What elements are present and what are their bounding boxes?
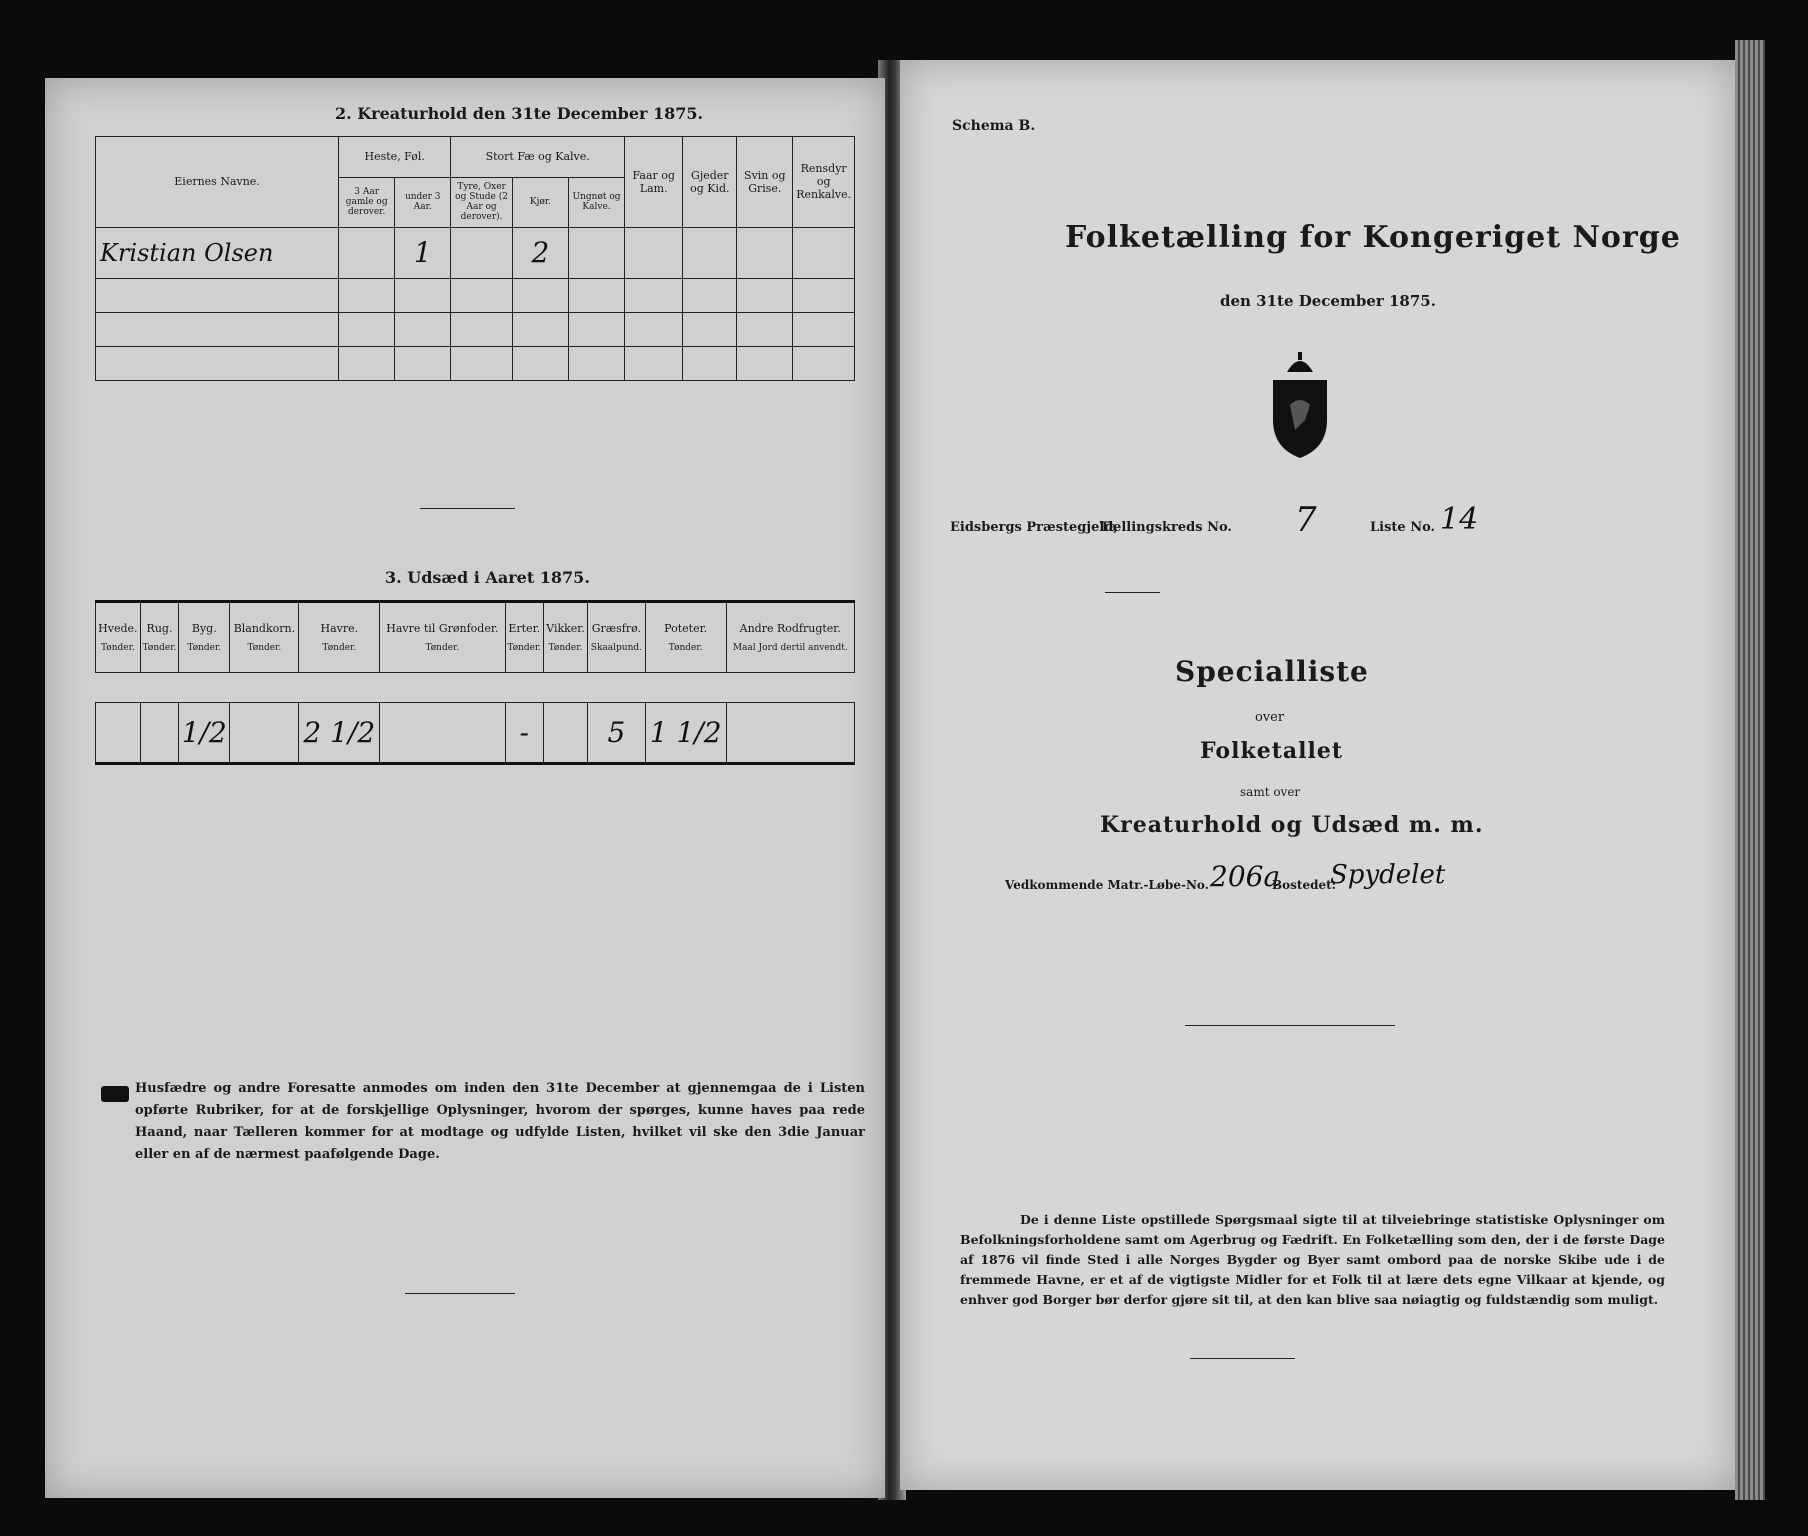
seed-value-cell (140, 703, 179, 764)
horses-old-header: 3 Aar gamle og derover. (339, 177, 395, 227)
seed-header-unit: Tønder. (322, 642, 357, 653)
matr-label: Vedkommende Matr.-Løbe-No. (1005, 878, 1209, 892)
cows-header: Kjør. (512, 177, 568, 227)
info-paragraph: De i denne Liste opstillede Spørgsmaal sigte til at tilveiebringe statistiske Oplysninger om Befolkningsforholdene samt om Agerbrug og Fædrift. En Folketælling som den, der i de første Dage af 1876 vil finde Sted i alle Norges Bygder og Byer samt ombord paa de norske Skibe ude i de fremmede Havne, er et af de vigtigste Midler for et Folk til at lære dets egne Vilkaar at kjende, og enhver god Borger bør derfor gjøre sit til, at den kan blive saa nøiagtig og fuldstændig som muligt. (960, 1212, 1665, 1307)
seed-header-name: Vikker. (546, 621, 585, 635)
divider (1190, 1358, 1295, 1359)
seed-header-cell (96, 602, 141, 673)
horses-header: Heste, Føl. (339, 137, 451, 178)
seed-header-name: Erter. (508, 621, 541, 635)
seed-header-cell (299, 602, 380, 673)
samt-over-text: samt over (1240, 785, 1301, 799)
seed-value-cell (380, 703, 505, 764)
seed-value-cell: 1 1/2 (645, 703, 726, 764)
section2-title: 2. Kreaturhold den 31te December 1875. (335, 104, 704, 123)
table-row (96, 227, 855, 278)
divider (420, 508, 515, 509)
pointing-hand-icon (101, 1086, 129, 1102)
seed-header-cell (230, 602, 299, 673)
list-number: 14 (1440, 502, 1479, 537)
owner-header: Eiernes Navne. (96, 137, 339, 228)
seed-header-name: Havre til Grønfoder. (386, 621, 499, 635)
horses-young-cell: 1 (395, 227, 451, 278)
table-row (96, 346, 855, 380)
seed-header-name: Andre Rodfrugter. (739, 621, 841, 635)
reindeer-header: Rensdyr og Renkalve. (793, 137, 855, 228)
table-row (96, 312, 855, 346)
parish-label: Eidsbergs Præstegjeld, (950, 520, 1118, 535)
seed-header-unit: Tønder. (187, 642, 222, 653)
seed-value-cell: 5 (587, 703, 645, 764)
coat-of-arms-icon (1265, 350, 1335, 460)
notice-text: Husfædre og andre Foresatte anmodes om inden den 31te December at gjennemgaa de i Listen opførte Rubriker, for at de forskjellige Oplysninger, hvorom der spørges, kunne haves paa rede Haand, naar Tælleren kommer for at modtage og udfylde Listen, hvilket vil ske den 3die Januar eller en af de nærmest paafølgende Dage. (135, 1081, 865, 1162)
bosted-label: Bostedet: (1272, 878, 1337, 892)
seed-header-cell (140, 602, 179, 673)
goats-header: Gjeder og Kid. (683, 137, 737, 228)
seed-header-unit: Skaalpund. (590, 642, 643, 653)
divider (1185, 1025, 1395, 1026)
over-text: over (1255, 710, 1285, 725)
schema-label: Schema B. (952, 118, 1036, 134)
bosted-value: Spydelet (1330, 860, 1446, 890)
matr-number: 206a (1210, 860, 1281, 893)
divider (1105, 592, 1160, 593)
seed-value-cell (96, 703, 141, 764)
cows-cell: 2 (512, 227, 568, 278)
census-title: Folketælling for Kongeriget Norge (1065, 220, 1681, 255)
seed-header-name: Græsfrø. (591, 621, 642, 635)
divider (405, 1293, 515, 1294)
pigs-header: Svin og Grise. (737, 137, 793, 228)
seed-header-unit: Tønder. (548, 642, 583, 653)
district-label: Tællingskreds No. (1100, 520, 1232, 535)
bulls-header: Tyre, Oxer og Stude (2 Aar og derover). (451, 177, 513, 227)
seed-header-cell (179, 602, 230, 673)
horses-young-header: under 3 Aar. (395, 177, 451, 227)
cattle-header: Stort Fæ og Kalve. (451, 137, 625, 178)
page-edges (1735, 40, 1765, 1500)
seed-header-name: Blandkorn. (233, 621, 296, 635)
seed-header-name: Byg. (191, 621, 217, 635)
seed-header-name: Rug. (146, 621, 173, 635)
district-number: 7 (1295, 500, 1317, 540)
seed-header-unit: Maal Jord dertil anvendt. (732, 642, 848, 653)
seed-header-cell (544, 602, 588, 673)
left-page (45, 78, 885, 1498)
livestock-table (95, 136, 855, 381)
seed-header-unit: Tønder. (668, 642, 703, 653)
seed-table (95, 600, 855, 765)
seed-value-cell: - (505, 703, 544, 764)
seed-header-unit: Tønder. (142, 642, 177, 653)
seed-value-cell: 1/2 (179, 703, 230, 764)
seed-value-cell (726, 703, 855, 764)
kreaturhold-heading: Kreaturhold og Udsæd m. m. (1100, 812, 1484, 838)
seed-header-unit: Tønder. (100, 642, 135, 653)
seed-header-unit: Tønder. (425, 642, 460, 653)
table-row (96, 278, 855, 312)
seed-value-cell: 2 1/2 (299, 703, 380, 764)
seed-header-name: Havre. (320, 621, 359, 635)
right-page (900, 60, 1735, 1490)
table-row (96, 703, 855, 764)
seed-value-cell (230, 703, 299, 764)
seed-header-unit: Tønder. (247, 642, 282, 653)
owner-cell: Kristian Olsen (96, 227, 339, 278)
seed-header-cell (505, 602, 544, 673)
seed-value-cell (544, 703, 588, 764)
list-label: Liste No. (1370, 520, 1436, 535)
seed-header-cell (726, 602, 855, 673)
sheep-header: Faar og Lam. (625, 137, 683, 228)
seed-header-cell (380, 602, 505, 673)
seed-header-unit: Tønder. (507, 642, 542, 653)
seed-header-name: Poteter. (664, 621, 708, 635)
young-cattle-header: Ungnøt og Kalve. (568, 177, 624, 227)
section3-title: 3. Udsæd i Aaret 1875. (385, 568, 590, 587)
folketallet-heading: Folketallet (1200, 738, 1343, 764)
seed-header-name: Hvede. (98, 621, 138, 635)
specialliste-heading: Specialliste (1175, 655, 1369, 688)
seed-header-cell (645, 602, 726, 673)
seed-header-cell (587, 602, 645, 673)
census-date: den 31te December 1875. (1220, 292, 1436, 310)
